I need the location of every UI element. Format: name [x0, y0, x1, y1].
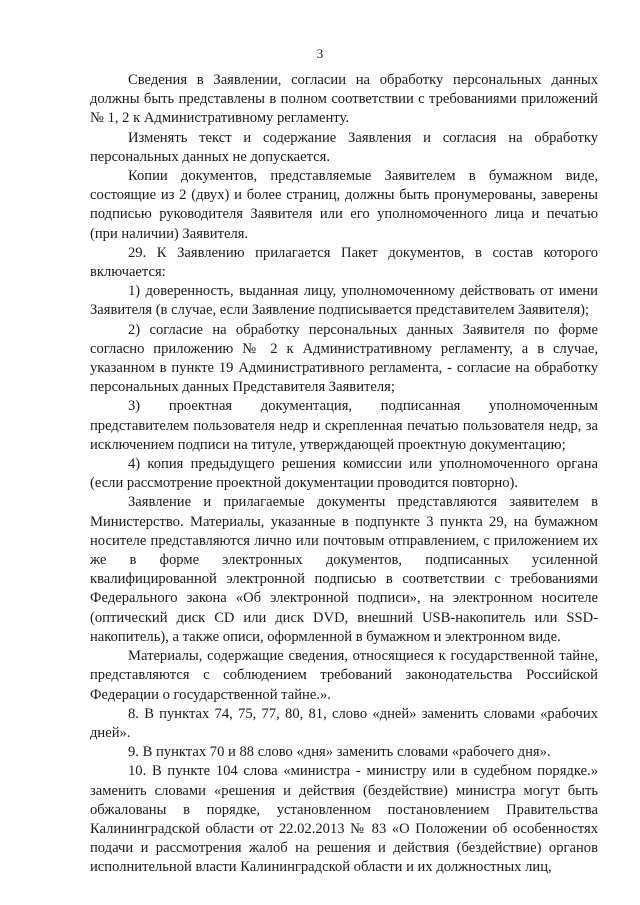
- paragraph: 9. В пунктах 70 и 88 слово «дня» заменить словами «рабочего дня».: [128, 744, 551, 761]
- document-body: [90, 71, 598, 878]
- paragraph: Копии документов, представляемые Заявителем в бумажном виде, состоящие из 2 (двух) и более страниц, должны быть пронумерованы, заверены подписью руководителя Заявителя или его уполномоченного лица и печатью (при наличии) Заявителя.: [90, 168, 598, 242]
- paragraph: 29. К Заявлению прилагается Пакет документов, в состав которого включается:: [90, 244, 598, 281]
- paragraph: Материалы, содержащие сведения, относящиеся к государственной тайне, представляются с соблюдением требований законодательства Российской Федерации о государственной тайне.».: [90, 648, 598, 703]
- page-number: 3: [316, 46, 324, 61]
- list-item: 4) копия предыдущего решения комиссии или уполномоченного органа (если рассмотрение проектной документации проводится повторно).: [90, 456, 598, 492]
- paragraph: 8. В пунктах 74, 75, 77, 80, 81, слово «дней» заменить словами «рабочих дней».: [90, 705, 598, 741]
- paragraph: Сведения в Заявлении, согласии на обработку персональных данных должны быть представлены в полном соответствии с требованиями приложений № 1, 2 к Административному регламенту.: [90, 72, 598, 127]
- paragraph: Изменять текст и содержание Заявления и согласия на обработку персональных данных не допускается.: [90, 129, 598, 165]
- paragraph: Заявление и прилагаемые документы представляются заявителем в Министерство. Материалы, указанные в подпункте 3 пункта 29, на бумажном носителе представляются лично или почтовым отправлением, с приложением их же в форме электронных документов, подписанных усиленной квалифицированной электронной подписью в соответствии с требованиями Федерального закона «Об электронной подписи», на электронном носителе (оптический диск CD или диск DVD, внешний USB-накопитель или SSD-накопитель), а также описи, оформленной в бумажном и электронном виде.: [90, 494, 598, 645]
- paragraph: 10. В пункте 104 слова «министра - министру или в судебном порядке.» заменить словами «решения и действия (бездействие) министра могут быть обжалованы в порядке, установленном постановлением Правительства Калининградской области от 22.02.2013 № 83 «О Положении об особенностях подачи и рассмотрения жалоб на решения и действия (бездействие) органов исполнительной власти Калининградской области и их должностных лиц,: [90, 763, 598, 876]
- list-item: 2) согласие на обработку персональных данных Заявителя по форме согласно приложению № 2 к Административному регламенту, а в случае, указанном в пункте 19 Административного регламента, - согласие на обработку персональных данных Представителя Заявителя;: [90, 321, 598, 396]
- list-item: 3) проектная документация, подписанная уполномоченным представителем пользователя недр и скрепленная печатью пользователя недр, за исключением подписи на титуле, утверждающей проектную документацию;: [90, 398, 598, 453]
- list-item: 1) доверенность, выданная лицу, уполномоченному действовать от имени Заявителя (в случае, если Заявление подписывается представителем Заявителя);: [90, 283, 598, 319]
